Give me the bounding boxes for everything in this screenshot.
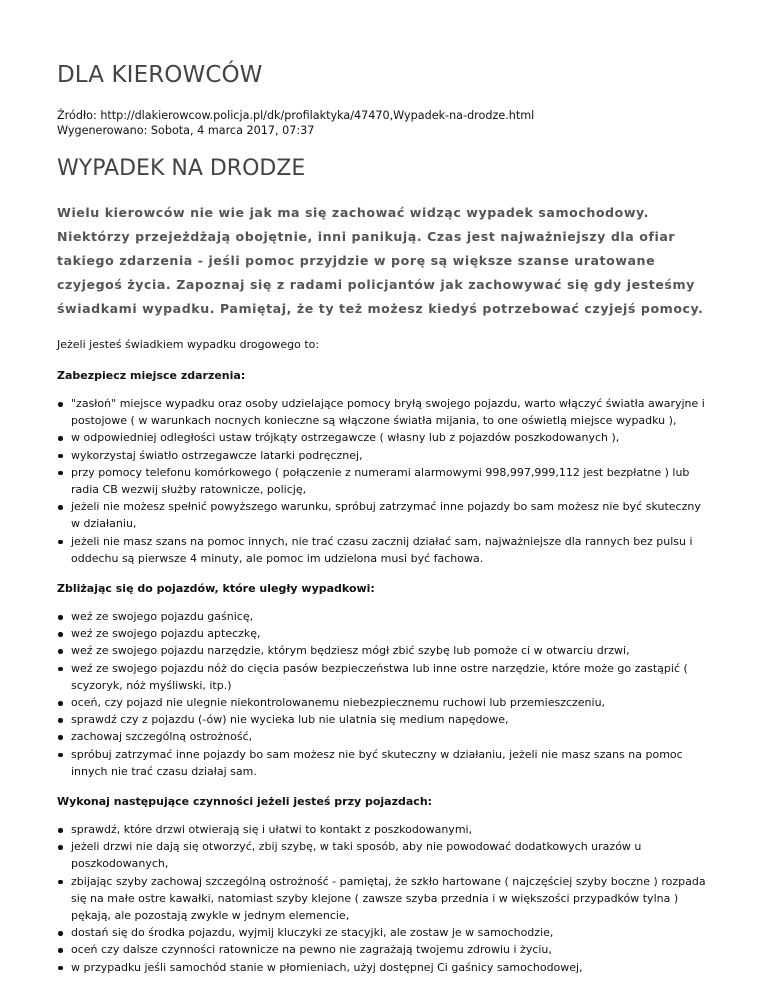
list-item: przy pomocy telefonu komórkowego ( połączenie z numerami alarmowymi 998,997,999,112 jest bezpłatne ) lub radia CB wezwij służby ratownicze, policję, xyxy=(69,464,710,498)
list-item: wykorzystaj światło ostrzegawcze latarki podręcznej, xyxy=(69,447,710,464)
list-item: zbijając szyby zachowaj szczególną ostrożność - pamiętaj, że szkło hartowane ( najczęściej szyby boczne ) rozpada się na małe ostre kawałki, natomiast szyby klejone ( zawsze szyba przednia i w większości przypadków tylna ) pękają, ale pozostają zwykle w jednym elemencie, xyxy=(69,873,710,925)
list-item: weź ze swojego pojazdu gaśnicę, xyxy=(69,608,710,625)
bullet-list xyxy=(57,608,710,780)
article-title: WYPADEK NA DRODZE xyxy=(57,156,306,181)
list-item: sprawdź czy z pojazdu (-ów) nie wycieka lub nie ulatnia się medium napędowe, xyxy=(69,711,710,728)
lead-paragraph: Wielu kierowców nie wie jak ma się zachować widząc wypadek samochodowy. Niektórzy przejeżdżają obojętnie, inni panikują. Czas jest najważniejszy dla ofiar takiego zdarzenia - jeśli pomoc przyjdzie w porę są większe szanse uratowane czyjegoś życia. Zapoznaj się z radami policjantów jak zachowywać się gdy jesteśmy świadkami wypadku. Pamiętaj, że ty też możesz kiedyś potrzebować czyjejś pomocy. xyxy=(57,205,704,316)
section-heading: Zabezpiecz miejsce zdarzenia: xyxy=(57,369,246,382)
list-item: w przypadku jeśli samochód stanie w płomieniach, użyj dostępnej Ci gaśnicy samochodowej, xyxy=(69,959,710,976)
generated-line: Wygenerowano: Sobota, 4 marca 2017, 07:37 xyxy=(57,124,315,137)
list-item: jeżeli drzwi nie dają się otworzyć, zbij szybę, w taki sposób, aby nie powodować dodatkowych urazów u poszkodowanych, xyxy=(69,838,710,872)
list-item: sprawdź, które drzwi otwierają się i ułatwi to kontakt z poszkodowanymi, xyxy=(69,821,710,838)
intro-paragraph: Jeżeli jesteś świadkiem wypadku drogowego to: xyxy=(57,338,320,351)
list-item: weź ze swojego pojazdu apteczkę, xyxy=(69,625,710,642)
list-item: jeżeli nie masz szans na pomoc innych, nie trać czasu zacznij działać sam, najważniejsze dla rannych bez pulsu i oddechu są pierwsze 4 minuty, ale pomoc im udzielona musi być fachowa. xyxy=(69,533,710,567)
list-item: jeżeli nie możesz spełnić powyższego warunku, spróbuj zatrzymać inne pojazdy bo sam możesz nie być skuteczny w działaniu, xyxy=(69,498,710,532)
source-line: Źródło: http://dlakierowcow.policja.pl/dk/profilaktyka/47470,Wypadek-na-drodze.html xyxy=(57,109,535,122)
section-heading: Zbliżając się do pojazdów, które uległy wypadkowi: xyxy=(57,582,375,596)
list-item: "zasłoń" miejsce wypadku oraz osoby udzielające pomocy bryłą swojego pojazdu, warto włączyć światła awaryjne i postojowe ( w warunkach nocnych konieczne są włączone światła mijania, to one oświetlą miejsce wypadku ), xyxy=(69,395,710,429)
site-title: DLA KIEROWCÓW xyxy=(57,62,263,88)
bullet-list xyxy=(57,395,710,567)
list-item: oceń czy dalsze czynności ratownicze na pewno nie zagrażają twojemu zdrowiu i życiu, xyxy=(69,941,710,958)
document-meta xyxy=(57,108,710,138)
list-item: dostań się do środka pojazdu, wyjmij kluczyki ze stacyjki, ale zostaw je w samochodzie, xyxy=(69,924,710,941)
list-item: w odpowiedniej odległości ustaw trójkąty ostrzegawcze ( własny lub z pojazdów poszkodowanych ), xyxy=(69,429,710,446)
bullet-list xyxy=(57,821,710,976)
list-item: weź ze swojego pojazdu narzędzie, którym będziesz mógł zbić szybę lub pomoże ci w otwarciu drzwi, xyxy=(69,642,710,659)
list-item: spróbuj zatrzymać inne pojazdy bo sam możesz nie być skuteczny w działaniu, jeżeli nie masz szans na pomoc innych nie trać czasu działaj sam. xyxy=(69,746,710,780)
list-item: zachowaj szczególną ostrożność, xyxy=(69,728,710,745)
list-item: weź ze swojego pojazdu nóż do cięcia pasów bezpieczeństwa lub inne ostre narzędzie, które może go zastąpić ( scyzoryk, nóż myśliwski, itp.) xyxy=(69,660,710,694)
section-heading: Wykonaj następujące czynności jeżeli jesteś przy pojazdach: xyxy=(57,795,433,809)
list-item: oceń, czy pojazd nie ulegnie niekontrolowanemu niebezpiecznemu ruchowi lub przemieszczeniu, xyxy=(69,694,710,711)
